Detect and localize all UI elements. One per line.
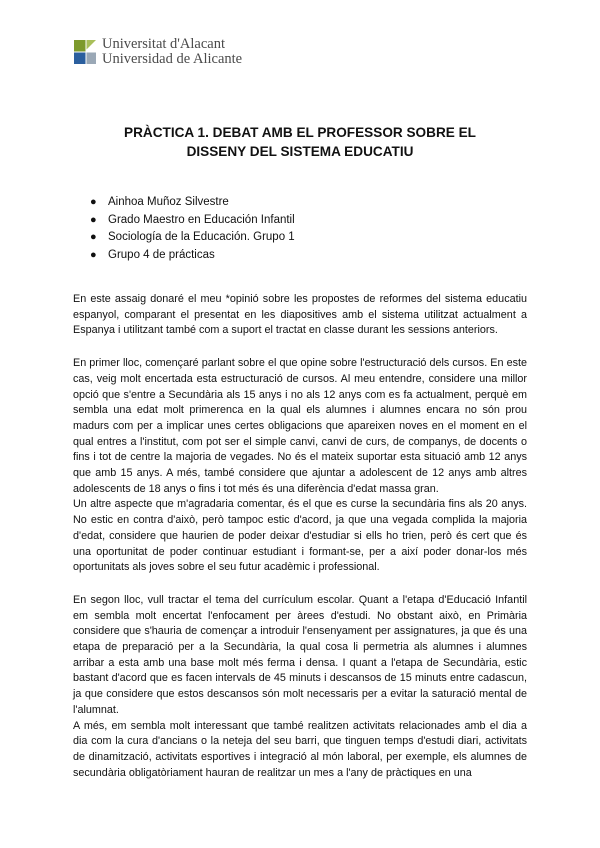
author-info-list (0, 194, 295, 265)
paragraph-intro: En este assaig donaré el meu *opinió sobre les propostes de reformes del sistema educatiu espanyol, comparant el presentat en les diapositives amb el sistema utilitzat actualment a Espanya i utilitzant també com a suport el tractat en classe durant les sessions anteriors. (73, 293, 527, 337)
course-item: ● Sociología de la Educación. Grupo 1 (0, 229, 295, 247)
bullet-icon: ● (90, 196, 97, 208)
degree-item: ● Grado Maestro en Educación Infantil (0, 212, 295, 230)
paragraph-secondary-age: Un altre aspecte que m'agradaria comentar, és el que es curse la secundària fins als 20 anys. No estic en contra d'això, però tampoc estic d'acord, ja que una vegada complida la majoria d'edat, considere que haurien de poder deixar d'estudiar si ells ho trien, però és cert que és una oportunitat de poder continuar estudiant i formant-se, per a així poder donar-los més oportunitats als joves sobre el seu futur acadèmic i professional. (73, 498, 527, 574)
document-title (70, 123, 530, 161)
logo-line-catalan: Universitat d'Alacant (102, 36, 226, 52)
bullet-icon: ● (90, 249, 97, 262)
title-line-1: PRÀCTICA 1. DEBAT AMB EL PROFESSOR SOBRE EL (124, 125, 476, 140)
paragraph-course-structure: En primer lloc, començaré parlant sobre el que opine sobre l'estructuració dels cursos. En este cas, veig molt encertada esta estructuració de cursos. Al meu entendre, considere una millor opció que s'entre a Secundària als 15 anys i no als 12 anys com es fa actualment, perquè em sembla una edat molt primerenca en la qual els alumnes i alumnes encara no són prou madurs com per a implicar unes certes obligacions que apareixen noves en el moment en el qual entres a l'institut, com pot ser el simple canvi, canvi de curs, de companys, de docents o fins i tot de centre la majoria de vegades. No és el mateix suportar esta situació amb 12 anys que amb 15 anys. A més, també considere que ajuntar a adolescent de 12 anys amb altres adolescents de 18 anys o fins i tot més és una diferència d'edat massa gran. (73, 357, 527, 495)
university-emblem-icon (72, 38, 98, 66)
essay-body (73, 292, 527, 798)
paragraph-curriculum: En segon lloc, vull tractar el tema del currículum escolar. Quant a l'etapa d'Educació Infantil em sembla molt encertat l'enfocament per àrees d'estudi. No obstant això, en Primària considere que s'hauria de començar a introduir l'ensenyament per assignatures, ja que és una etapa de preparació per a la Secundària, la qual cosa li permetria als alumnes i alumnes arribar a esta amb una base molt més ferma i densa. I quant a l'etapa de Secundària, estic bastant d'acord que es facen intervals de 45 minuts i descansos de 15 minuts entre cadascun, ja que considere que estos descansos són molt necessaris per a evitar la saturació mental de l'alumnat. (73, 593, 527, 716)
title-line-2: DISSENY DEL SISTEMA EDUCATIU (186, 144, 414, 159)
bullet-icon: ● (90, 213, 97, 226)
bullet-icon: ● (90, 231, 97, 244)
practice-group-item: ● Grupo 4 de prácticas (0, 247, 295, 265)
author-name-item: ● Ainhoa Muñoz Silvestre (0, 194, 295, 212)
paragraph-activities: A més, em sembla molt interessant que també realitzen activitats relacionades amb el dia a dia com la cura d'ancians o la neteja del seu barri, que tinguen temps d'estudi diari, activitats de dinamització, activitats esportives i integració al món laboral, per exemple, els alumnes de secundària obligatòriament hauran de realitzar un mes a l'any de pràctiques en una (73, 719, 527, 779)
logo-line-spanish: Universidad de Alicante (102, 51, 243, 67)
